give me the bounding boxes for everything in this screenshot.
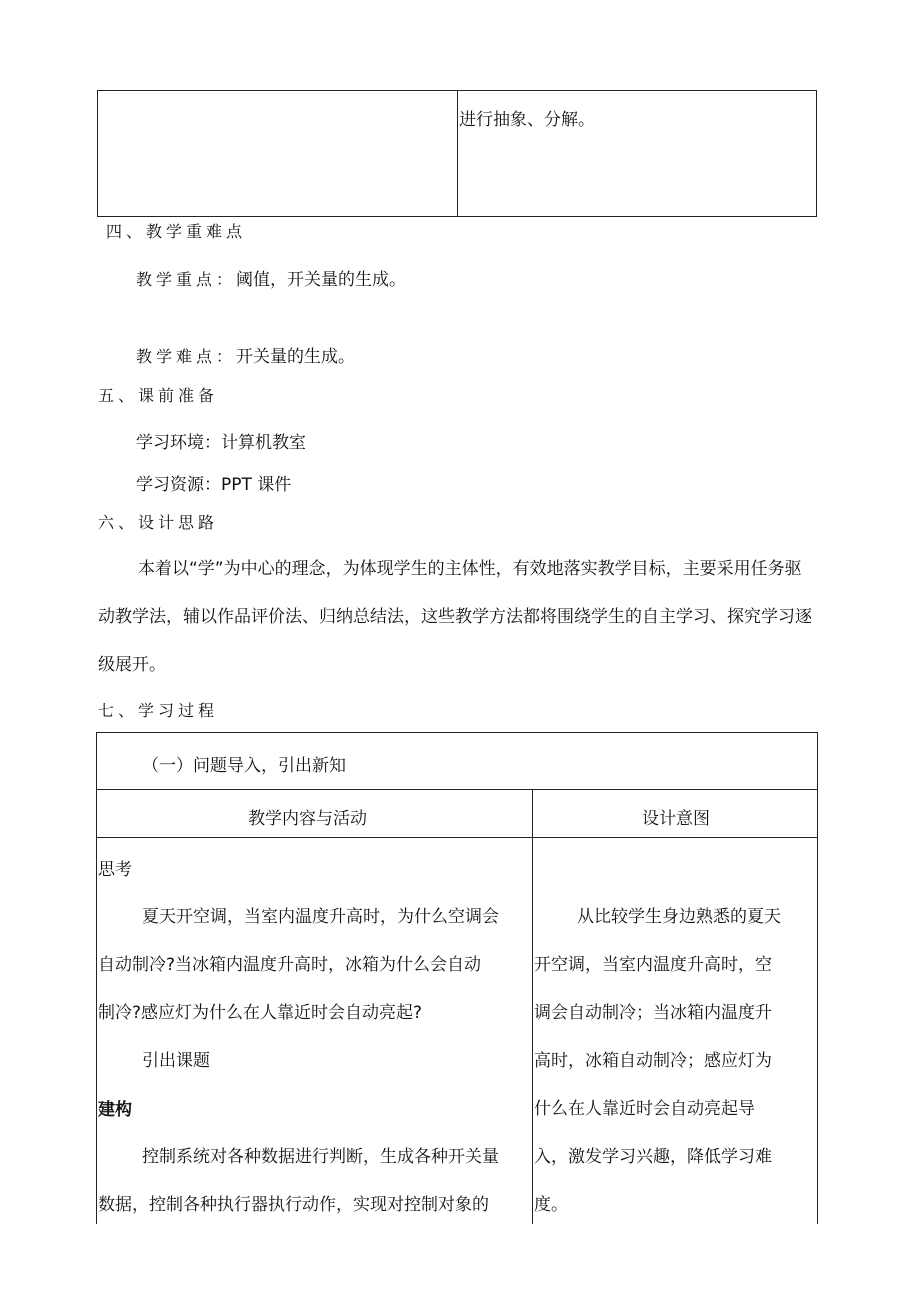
intent-line-7: 度。 <box>534 1195 568 1215</box>
build-label: 建构 <box>98 1100 132 1120</box>
process-table-row-divider-2 <box>96 837 818 838</box>
top-table-right-cell: 进行抽象、分解。 <box>459 110 595 130</box>
question-line-1: 夏天开空调，当室内温度升高时，为什么空调会 <box>142 907 499 927</box>
key-point-label: 教学重点： <box>136 270 237 289</box>
intent-line-3: 调会自动制冷；当冰箱内温度升 <box>534 1003 772 1023</box>
intent-line-2: 开空调，当室内温度升高时，空 <box>534 955 772 975</box>
intent-line-4: 高时，冰箱自动制冷；感应灯为 <box>534 1051 772 1071</box>
section5-heading: 五、课前准备 <box>98 386 219 405</box>
section7-heading: 七、学习过程 <box>98 701 219 720</box>
process-table-row-divider-1 <box>96 789 818 790</box>
process-table-col-divider <box>532 789 533 1224</box>
learning-resources: 学习资源：PPT 课件 <box>136 475 292 495</box>
key-point-text: 阈值，开关量的生成。 <box>236 270 407 290</box>
key-point <box>136 265 406 290</box>
topic-intro: 引出课题 <box>142 1051 210 1071</box>
top-table-divider <box>457 90 458 217</box>
difficult-point <box>136 342 355 367</box>
stage-title: （一）问题导入，引出新知 <box>142 756 346 776</box>
learning-environment: 学习环境：计算机教室 <box>136 433 306 453</box>
col2-header: 设计意图 <box>642 809 710 829</box>
section4-heading: 四、教学重难点 <box>106 222 247 241</box>
section6-heading: 六、设计思路 <box>98 513 219 532</box>
content-line-1: 控制系统对各种数据进行判断，生成各种开关量 <box>142 1147 499 1167</box>
intent-line-6: 入，激发学习兴趣，降低学习难 <box>534 1147 772 1167</box>
content-line-2: 数据，控制各种执行器执行动作，实现对控制对象的 <box>98 1195 489 1215</box>
design-para-line-1: 本着以“学”为中心的理念，为体现学生的主体性，有效地落实教学目标，主要采用任务驱 <box>138 559 802 579</box>
intent-line-1: 从比较学生身边熟悉的夏天 <box>577 907 781 927</box>
process-table-border-top <box>96 732 818 733</box>
design-para-line-3: 级展开。 <box>98 655 166 675</box>
process-table-border-right <box>817 732 818 1224</box>
top-table-border-right <box>816 90 817 217</box>
top-table-border-left <box>97 90 98 217</box>
col1-header: 教学内容与活动 <box>248 809 367 829</box>
process-table-border-left <box>96 732 97 1224</box>
intent-line-5: 什么在人靠近时会自动亮起导 <box>534 1099 755 1119</box>
design-para-line-2: 动教学法，辅以作品评价法、归纳总结法，这些教学方法都将围绕学生的自主学习、探究学习逐 <box>98 607 812 627</box>
question-line-2: 自动制冷?当冰箱内温度升高时，冰箱为什么会自动 <box>98 955 482 975</box>
question-line-3: 制冷?感应灯为什么在人靠近时会自动亮起? <box>98 1003 423 1023</box>
think-label: 思考 <box>98 860 132 880</box>
difficult-point-text: 开关量的生成。 <box>236 347 356 367</box>
difficult-point-label: 教学难点： <box>136 347 237 366</box>
